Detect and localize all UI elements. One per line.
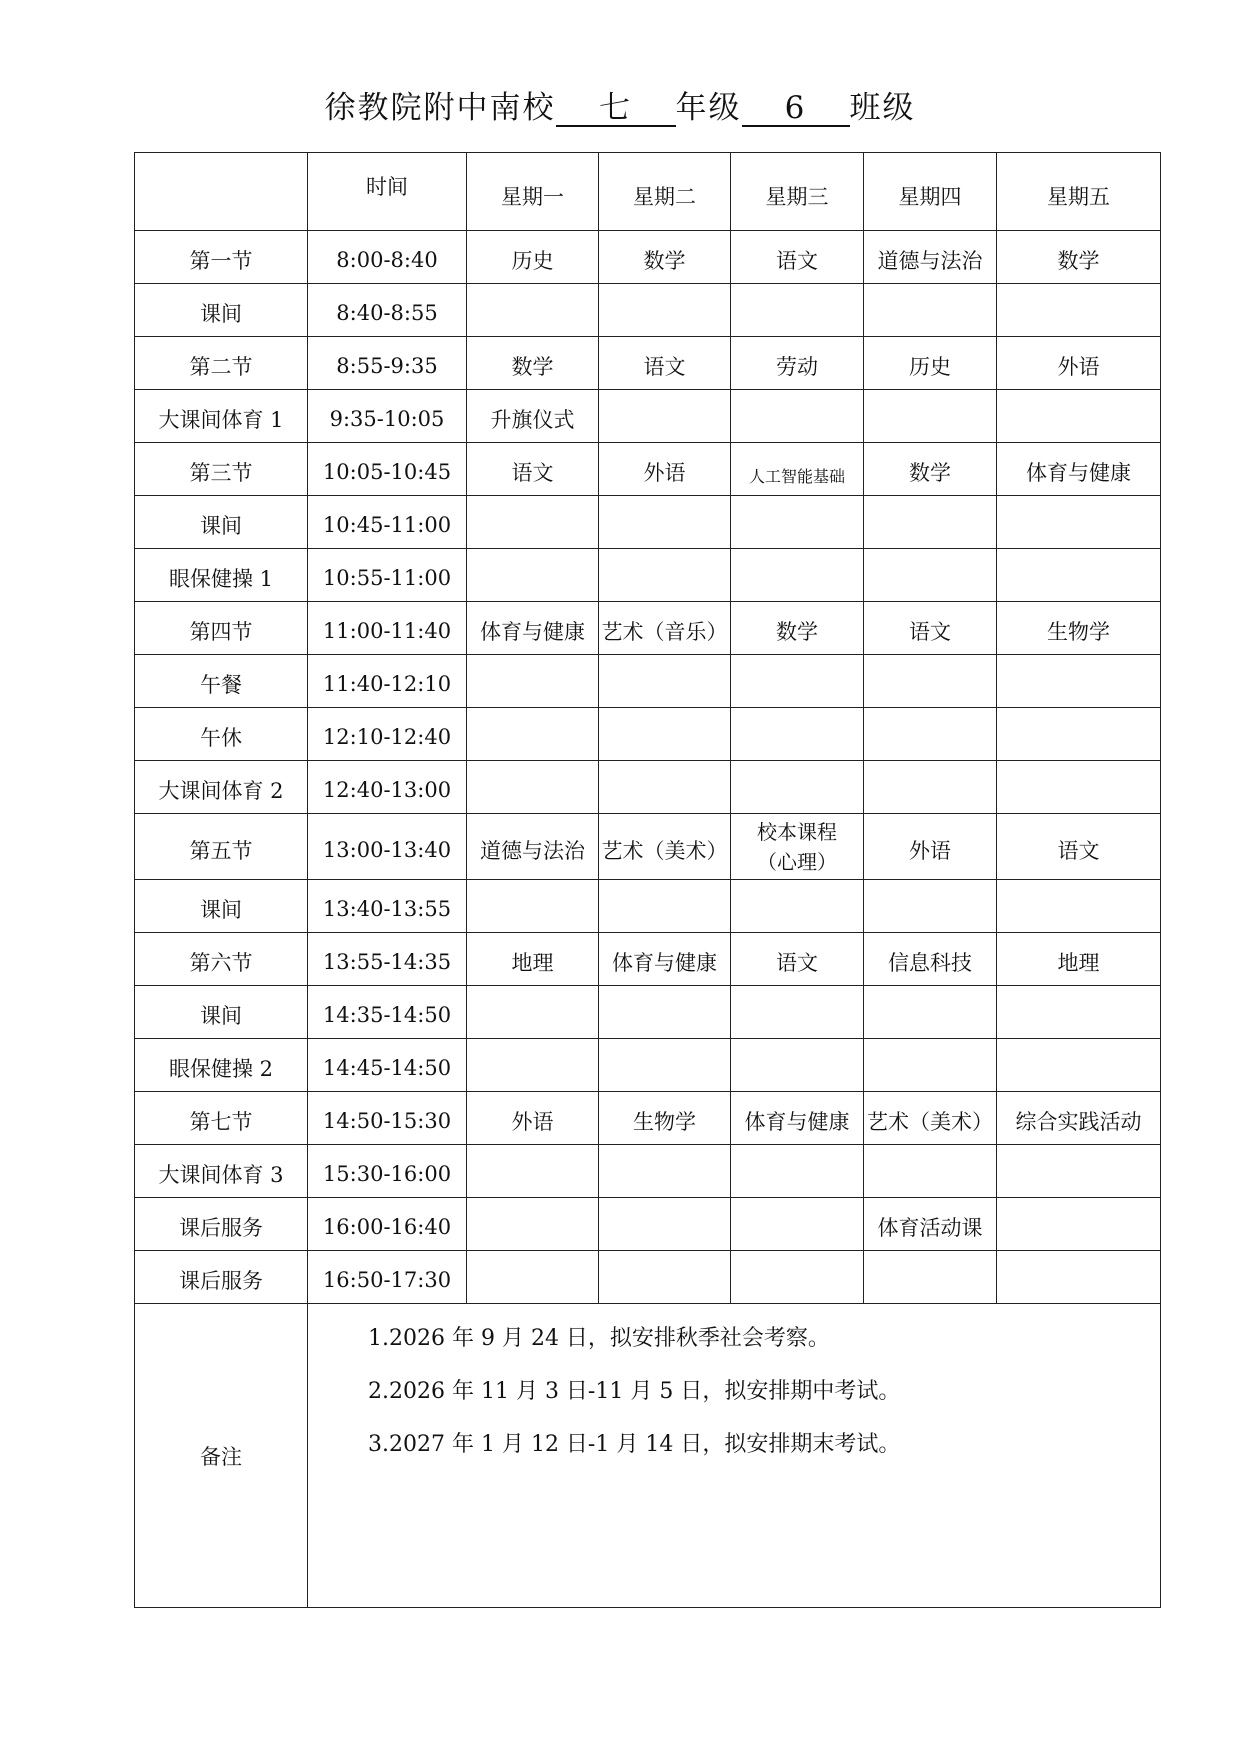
period-label: 大课间体育 2 xyxy=(158,779,284,803)
course-cell-monday xyxy=(467,1145,599,1198)
course-cell-friday xyxy=(997,443,1161,496)
period-label: 眼保健操 1 xyxy=(168,567,274,591)
course-cell-friday xyxy=(997,1251,1161,1304)
time-range: 8:55-9:35 xyxy=(336,354,438,378)
course-cell-friday xyxy=(997,655,1161,708)
course-name: 语文 xyxy=(776,249,818,273)
time-cell xyxy=(308,1039,467,1092)
course-name: 语文 xyxy=(643,355,686,379)
course-cell-tuesday xyxy=(599,496,731,549)
course-cell-monday xyxy=(467,814,599,880)
table-row xyxy=(135,708,1161,761)
course-cell-wednesday xyxy=(731,1092,864,1145)
table-row xyxy=(135,933,1161,986)
period-cell xyxy=(135,390,308,443)
course-cell-thursday xyxy=(864,549,997,602)
course-cell-tuesday xyxy=(599,1251,731,1304)
table-row xyxy=(135,761,1161,814)
period-cell xyxy=(135,1198,308,1251)
course-cell-monday xyxy=(467,602,599,655)
course-cell-thursday xyxy=(864,1251,997,1304)
course-cell-thursday xyxy=(864,933,997,986)
course-name: 艺术（美术） xyxy=(601,838,728,863)
period-cell xyxy=(135,1251,308,1304)
course-cell-thursday xyxy=(864,1145,997,1198)
period-cell xyxy=(135,284,308,337)
course-cell-monday xyxy=(467,933,599,986)
period-cell xyxy=(135,337,308,390)
period-label: 第三节 xyxy=(189,461,253,485)
time-cell xyxy=(308,602,467,655)
time-cell xyxy=(308,708,467,761)
course-name: 道德与法治 xyxy=(480,838,585,863)
table-row xyxy=(135,1145,1161,1198)
period-cell xyxy=(135,708,308,761)
course-cell-wednesday xyxy=(731,1198,864,1251)
time-cell xyxy=(308,986,467,1039)
course-cell-monday xyxy=(467,337,599,390)
table-row xyxy=(135,496,1161,549)
course-name: 外语 xyxy=(1057,355,1100,379)
period-label: 大课间体育 3 xyxy=(158,1163,284,1187)
note-item: 1.2026 年 9 月 24 日，拟安排秋季社会考察。 xyxy=(368,1326,830,1351)
course-name: 地理 xyxy=(1057,951,1100,975)
course-name: 校本课程 （心理） xyxy=(757,819,837,874)
period-cell xyxy=(135,443,308,496)
header-cell-corner xyxy=(135,153,308,231)
note-item: 2.2026 年 11 月 3 日-11 月 5 日，拟安排期中考试。 xyxy=(368,1379,901,1404)
notes-label: 备注 xyxy=(135,1304,308,1608)
course-cell-monday xyxy=(467,761,599,814)
time-range: 16:00-16:40 xyxy=(322,1215,452,1239)
course-name: 综合实践活动 xyxy=(1015,1110,1142,1134)
course-cell-tuesday xyxy=(599,708,731,761)
course-cell-wednesday xyxy=(731,1039,864,1092)
course-name: 艺术（美术） xyxy=(867,1110,993,1134)
time-cell xyxy=(308,284,467,337)
course-cell-friday xyxy=(997,1145,1161,1198)
course-cell-friday xyxy=(997,549,1161,602)
time-range: 8:00-8:40 xyxy=(336,248,438,272)
course-name: 数学 xyxy=(909,461,951,485)
course-cell-wednesday xyxy=(731,655,864,708)
course-cell-friday xyxy=(997,284,1161,337)
course-cell-tuesday xyxy=(599,1039,731,1092)
course-name: 体育与健康 xyxy=(612,951,717,975)
course-cell-thursday xyxy=(864,1092,997,1145)
course-cell-monday xyxy=(467,1039,599,1092)
course-cell-thursday xyxy=(864,1039,997,1092)
table-row xyxy=(135,1039,1161,1092)
table-row xyxy=(135,1251,1161,1304)
course-name: 信息科技 xyxy=(888,951,972,975)
period-cell xyxy=(135,761,308,814)
course-cell-monday xyxy=(467,549,599,602)
course-cell-friday xyxy=(997,231,1161,284)
table-row xyxy=(135,337,1161,390)
period-cell xyxy=(135,933,308,986)
period-label: 课后服务 xyxy=(179,1269,263,1293)
course-cell-tuesday xyxy=(599,1145,731,1198)
period-cell xyxy=(135,1039,308,1092)
period-cell xyxy=(135,655,308,708)
course-name: 语文 xyxy=(909,620,951,644)
period-label: 第四节 xyxy=(189,620,253,644)
course-cell-tuesday xyxy=(599,390,731,443)
table-row xyxy=(135,284,1161,337)
course-cell-friday xyxy=(997,1039,1161,1092)
course-cell-tuesday xyxy=(599,814,731,880)
course-cell-wednesday xyxy=(731,1145,864,1198)
table-row xyxy=(135,814,1161,880)
period-label: 课间 xyxy=(200,302,242,326)
course-cell-thursday xyxy=(864,655,997,708)
time-cell xyxy=(308,1198,467,1251)
course-cell-thursday xyxy=(864,814,997,880)
grade-value: 七 xyxy=(556,91,676,127)
period-label: 课间 xyxy=(200,514,242,538)
course-cell-wednesday xyxy=(731,880,864,933)
period-cell xyxy=(135,814,308,880)
course-cell-tuesday xyxy=(599,933,731,986)
course-cell-monday xyxy=(467,443,599,496)
time-range: 10:55-11:00 xyxy=(322,566,452,590)
course-cell-tuesday xyxy=(599,986,731,1039)
table-row xyxy=(135,1198,1161,1251)
course-name: 语文 xyxy=(776,951,818,975)
course-cell-thursday xyxy=(864,390,997,443)
period-label: 课间 xyxy=(200,1004,242,1028)
course-cell-tuesday xyxy=(599,880,731,933)
course-cell-friday xyxy=(997,1092,1161,1145)
course-name: 艺术（音乐） xyxy=(601,620,728,644)
time-cell xyxy=(308,337,467,390)
course-cell-friday xyxy=(997,496,1161,549)
course-name: 数学 xyxy=(1057,249,1100,273)
period-cell xyxy=(135,880,308,933)
time-range: 12:40-13:00 xyxy=(322,778,452,802)
header-cell-friday: 星期五 xyxy=(997,153,1161,231)
class-value: 6 xyxy=(742,91,850,127)
time-range: 14:35-14:50 xyxy=(322,1003,452,1027)
course-cell-wednesday xyxy=(731,443,864,496)
course-cell-friday xyxy=(997,602,1161,655)
course-cell-wednesday xyxy=(731,231,864,284)
time-cell xyxy=(308,814,467,880)
course-name: 生物学 xyxy=(633,1110,696,1134)
course-name: 外语 xyxy=(643,461,686,485)
course-cell-thursday xyxy=(864,443,997,496)
period-cell xyxy=(135,1092,308,1145)
grade-label: 年级 xyxy=(675,90,742,126)
time-range: 16:50-17:30 xyxy=(322,1268,452,1292)
course-name: 数学 xyxy=(643,249,686,273)
time-cell xyxy=(308,761,467,814)
period-cell xyxy=(135,986,308,1039)
course-cell-monday xyxy=(467,708,599,761)
course-name: 生物学 xyxy=(1047,620,1110,644)
table-row xyxy=(135,880,1161,933)
time-cell xyxy=(308,880,467,933)
course-name: 语文 xyxy=(1057,838,1100,863)
table-row xyxy=(135,1092,1161,1145)
course-cell-thursday xyxy=(864,496,997,549)
course-cell-tuesday xyxy=(599,1092,731,1145)
course-cell-wednesday xyxy=(731,390,864,443)
time-cell xyxy=(308,390,467,443)
time-range: 13:00-13:40 xyxy=(322,837,452,862)
period-label: 午休 xyxy=(200,726,242,750)
course-name: 劳动 xyxy=(776,355,818,379)
course-cell-monday xyxy=(467,231,599,284)
period-cell xyxy=(135,602,308,655)
header-cell-time: 时间 xyxy=(308,153,467,231)
course-cell-thursday xyxy=(864,231,997,284)
header-cell-thursday: 星期四 xyxy=(864,153,997,231)
note-item: 3.2027 年 1 月 12 日-1 月 14 日，拟安排期末考试。 xyxy=(368,1432,901,1457)
time-range: 8:40-8:55 xyxy=(336,301,438,325)
period-label: 第六节 xyxy=(189,951,253,975)
period-cell xyxy=(135,1145,308,1198)
course-cell-thursday xyxy=(864,602,997,655)
period-cell xyxy=(135,231,308,284)
time-cell xyxy=(308,655,467,708)
notes-row xyxy=(135,1304,1161,1608)
course-cell-thursday xyxy=(864,337,997,390)
period-cell xyxy=(135,496,308,549)
course-cell-wednesday xyxy=(731,496,864,549)
course-cell-monday xyxy=(467,1198,599,1251)
course-name: 体育与健康 xyxy=(480,620,585,644)
period-label: 第二节 xyxy=(189,355,253,379)
course-cell-tuesday xyxy=(599,231,731,284)
course-name: 外语 xyxy=(511,1110,554,1134)
course-cell-tuesday xyxy=(599,549,731,602)
course-cell-tuesday xyxy=(599,284,731,337)
course-cell-wednesday xyxy=(731,761,864,814)
table-row xyxy=(135,602,1161,655)
course-cell-tuesday xyxy=(599,761,731,814)
course-cell-wednesday xyxy=(731,986,864,1039)
table-row xyxy=(135,443,1161,496)
time-cell xyxy=(308,496,467,549)
course-cell-tuesday xyxy=(599,655,731,708)
time-range: 9:35-10:05 xyxy=(329,407,445,431)
course-cell-thursday xyxy=(864,880,997,933)
course-cell-friday xyxy=(997,814,1161,880)
course-cell-friday xyxy=(997,880,1161,933)
time-range: 14:45-14:50 xyxy=(322,1056,452,1080)
time-cell xyxy=(308,933,467,986)
course-name: 人工智能基础 xyxy=(748,467,845,486)
course-cell-monday xyxy=(467,655,599,708)
course-cell-monday xyxy=(467,1092,599,1145)
header-cell-tuesday: 星期二 xyxy=(599,153,731,231)
course-cell-wednesday xyxy=(731,337,864,390)
course-name: 地理 xyxy=(511,951,554,975)
course-name: 历史 xyxy=(909,355,951,379)
course-cell-monday xyxy=(467,1251,599,1304)
time-cell xyxy=(308,1251,467,1304)
course-name: 体育与健康 xyxy=(744,1110,850,1134)
header-row xyxy=(135,153,1161,231)
course-cell-thursday xyxy=(864,761,997,814)
course-name: 数学 xyxy=(776,620,818,644)
course-cell-wednesday xyxy=(731,708,864,761)
time-range: 13:40-13:55 xyxy=(322,897,452,921)
table-row xyxy=(135,390,1161,443)
time-cell xyxy=(308,1092,467,1145)
time-range: 10:45-11:00 xyxy=(322,513,452,537)
time-range: 12:10-12:40 xyxy=(322,725,452,749)
header-cell-monday: 星期一 xyxy=(467,153,599,231)
course-cell-monday xyxy=(467,880,599,933)
time-range: 15:30-16:00 xyxy=(322,1162,452,1186)
class-label: 班级 xyxy=(849,90,916,126)
period-label: 大课间体育 1 xyxy=(158,408,284,432)
course-cell-thursday xyxy=(864,708,997,761)
time-cell xyxy=(308,231,467,284)
course-cell-tuesday xyxy=(599,602,731,655)
table-row xyxy=(135,549,1161,602)
course-cell-friday xyxy=(997,933,1161,986)
course-cell-friday xyxy=(997,708,1161,761)
school-name: 徐教院附中南校 xyxy=(324,90,556,126)
time-range: 14:50-15:30 xyxy=(322,1109,452,1133)
period-label: 第七节 xyxy=(189,1110,253,1134)
time-range: 10:05-10:45 xyxy=(322,460,452,484)
course-cell-monday xyxy=(467,284,599,337)
course-cell-wednesday xyxy=(731,1251,864,1304)
period-label: 第五节 xyxy=(189,838,253,863)
course-cell-wednesday xyxy=(731,284,864,337)
course-cell-thursday xyxy=(864,1198,997,1251)
course-name: 外语 xyxy=(909,838,951,863)
course-cell-thursday xyxy=(864,284,997,337)
period-label: 课后服务 xyxy=(179,1216,263,1240)
table-row xyxy=(135,231,1161,284)
time-range: 11:00-11:40 xyxy=(322,619,452,643)
course-cell-tuesday xyxy=(599,337,731,390)
course-name: 语文 xyxy=(511,461,554,485)
course-cell-tuesday xyxy=(599,1198,731,1251)
header-cell-wednesday: 星期三 xyxy=(731,153,864,231)
course-cell-wednesday xyxy=(731,549,864,602)
course-cell-monday xyxy=(467,390,599,443)
time-range: 11:40-12:10 xyxy=(322,672,452,696)
course-cell-friday xyxy=(997,986,1161,1039)
period-label: 第一节 xyxy=(189,249,253,273)
period-cell xyxy=(135,549,308,602)
course-cell-monday xyxy=(467,496,599,549)
table-row xyxy=(135,986,1161,1039)
course-name: 道德与法治 xyxy=(877,249,983,273)
time-cell xyxy=(308,549,467,602)
course-cell-friday xyxy=(997,761,1161,814)
course-cell-friday xyxy=(997,390,1161,443)
page-title xyxy=(0,82,1240,127)
timetable xyxy=(134,152,1161,1608)
course-cell-friday xyxy=(997,337,1161,390)
time-range: 13:55-14:35 xyxy=(322,950,452,974)
notes-content xyxy=(308,1304,1161,1608)
course-cell-wednesday xyxy=(731,602,864,655)
table-row xyxy=(135,655,1161,708)
period-label: 课间 xyxy=(200,898,242,922)
course-cell-tuesday xyxy=(599,443,731,496)
course-cell-friday xyxy=(997,1198,1161,1251)
course-name: 历史 xyxy=(511,249,554,273)
time-cell xyxy=(308,1145,467,1198)
period-label: 午餐 xyxy=(200,673,242,697)
course-cell-wednesday xyxy=(731,933,864,986)
course-name: 体育活动课 xyxy=(877,1216,983,1240)
time-cell xyxy=(308,443,467,496)
course-name: 升旗仪式 xyxy=(490,408,575,432)
course-name: 数学 xyxy=(511,355,554,379)
course-cell-wednesday xyxy=(731,814,864,880)
course-name: 体育与健康 xyxy=(1026,461,1131,485)
course-cell-monday xyxy=(467,986,599,1039)
period-label: 眼保健操 2 xyxy=(168,1057,274,1081)
course-cell-thursday xyxy=(864,986,997,1039)
